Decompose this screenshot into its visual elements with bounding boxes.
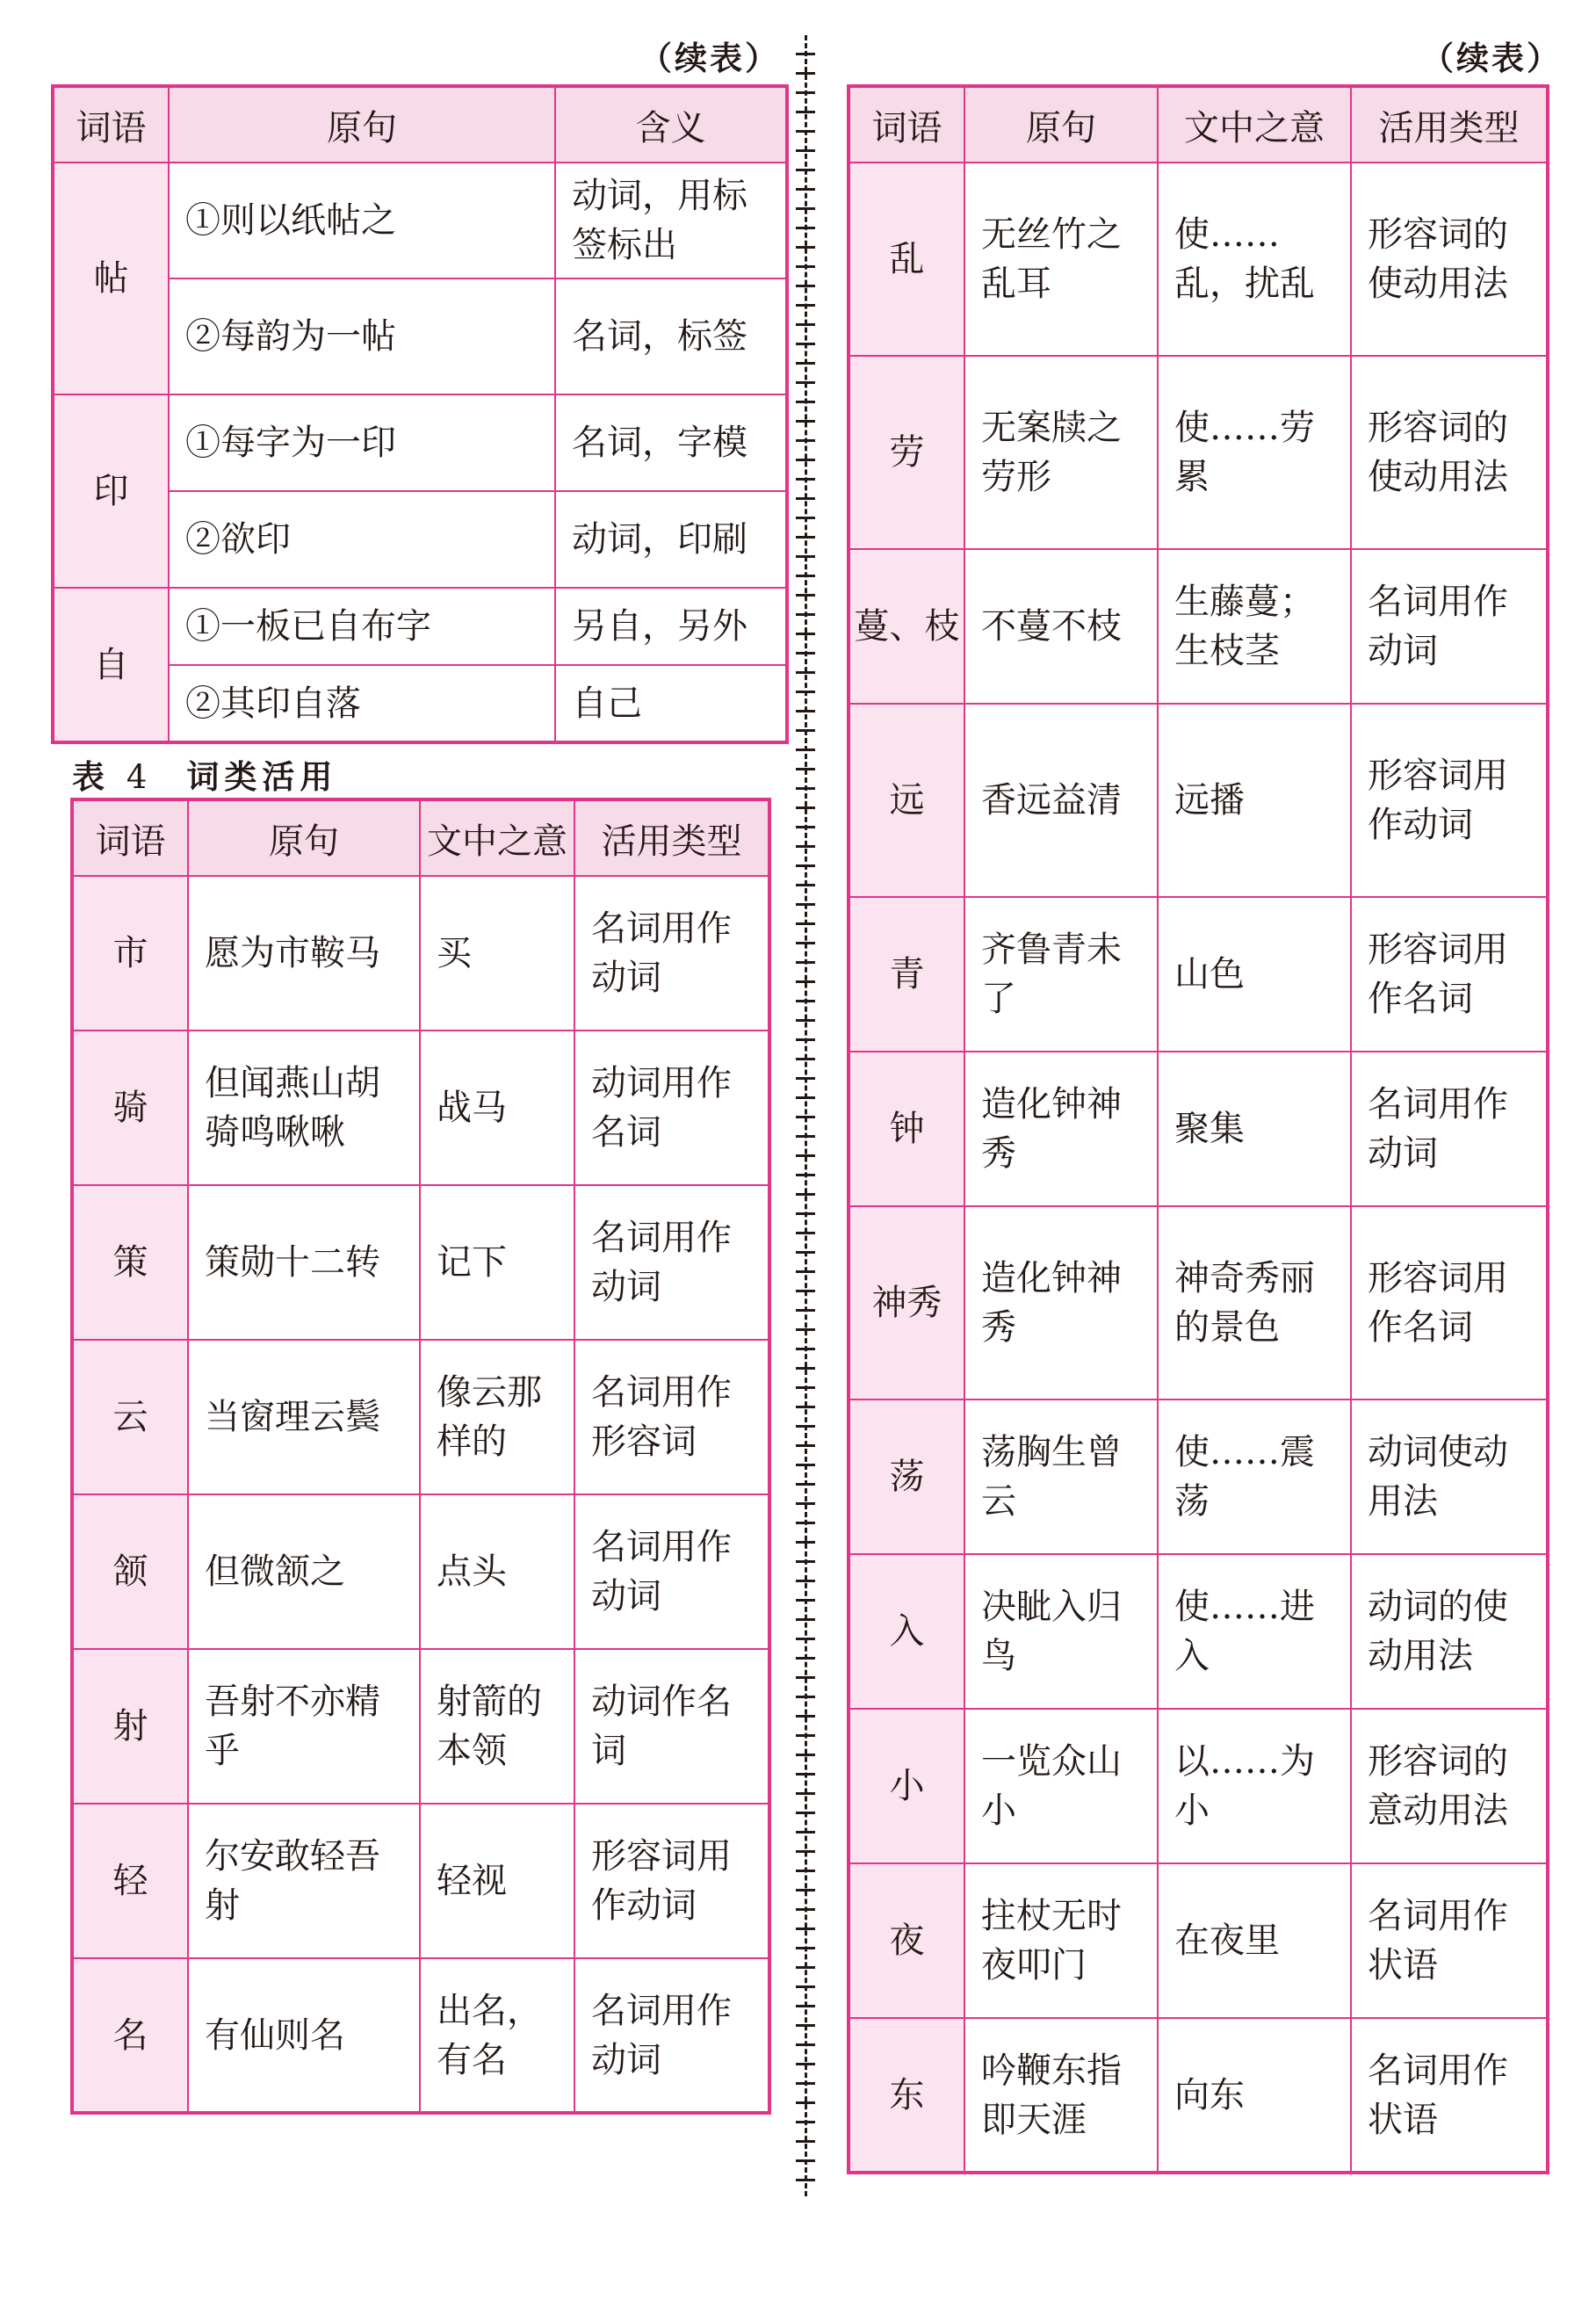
divider-tick: [796, 1580, 815, 1582]
divider-tick: [796, 1676, 815, 1679]
divider-tick: [796, 1386, 815, 1389]
divider-tick: [796, 1928, 815, 1930]
divider-tick: [796, 439, 815, 442]
divider-tick: [796, 1135, 815, 1138]
divider-tick: [796, 1696, 815, 1698]
divider-tick: [796, 2005, 815, 2007]
divider-tick: [796, 1270, 815, 1273]
divider-tick: [796, 91, 815, 94]
table-header-row: [849, 86, 1548, 163]
header-word: 词语: [53, 86, 169, 163]
divider-tick: [796, 1618, 815, 1621]
divider-tick: [796, 1560, 815, 1563]
divider-tick: [796, 1908, 815, 1911]
sentence-cell: 有仙则名: [188, 1958, 420, 2113]
divider-tick: [796, 246, 815, 249]
word-cell: 自: [53, 588, 169, 742]
meaning-cell: 像云那样的: [420, 1340, 574, 1494]
table-row: [849, 1863, 1548, 2018]
divider-tick: [796, 864, 815, 867]
divider-tick: [796, 575, 815, 577]
table-row: [849, 1052, 1548, 1206]
divider-tick: [796, 2063, 815, 2065]
divider-tick: [796, 149, 815, 152]
divider-tick: [796, 2082, 815, 2085]
sentence-cell: 但闻燕山胡骑鸣啾啾: [188, 1031, 420, 1185]
header-meaning: 文中之意: [1158, 86, 1351, 163]
divider-tick: [796, 1773, 815, 1776]
table-row: [53, 588, 787, 665]
type-cell: 动词的使动用法: [1351, 1554, 1548, 1709]
table-header-row: [72, 799, 769, 876]
divider-tick: [796, 1483, 815, 1486]
table-row: [72, 1185, 769, 1340]
meaning-cell: 另自，另外: [555, 588, 787, 665]
table-row: [849, 549, 1548, 704]
meaning-cell: 以……为小: [1158, 1709, 1351, 1863]
divider-tick: [796, 749, 815, 751]
divider-tick: [796, 980, 815, 983]
divider-tick: [796, 459, 815, 461]
divider-tick: [796, 2121, 815, 2123]
type-cell: 形容词用作名词: [1351, 1206, 1548, 1400]
divider-tick: [796, 633, 815, 635]
sentence-cell: 愿为市鞍马: [188, 876, 420, 1031]
word-cell: 骑: [72, 1031, 188, 1185]
word-class-table-continued: [847, 84, 1549, 2174]
word-cell: 夜: [849, 1863, 964, 2018]
header-word: 词语: [849, 86, 964, 163]
meaning-cell: 神奇秀丽的景色: [1158, 1206, 1351, 1400]
sentence-cell: ①则以纸帖之: [169, 163, 555, 278]
header-sentence: 原句: [964, 86, 1158, 163]
divider-tick: [796, 691, 815, 693]
divider-tick: [796, 343, 815, 345]
divider-tick: [796, 72, 815, 75]
divider-tick: [796, 2101, 815, 2104]
table-row: [53, 394, 787, 491]
sentence-cell: 一览众山小: [964, 1709, 1158, 1863]
word-cell: 乱: [849, 163, 964, 356]
meaning-cell: 名词，标签: [555, 278, 787, 394]
type-cell: 动词用作名词: [574, 1031, 769, 1185]
type-cell: 形容词用作名词: [1351, 897, 1548, 1052]
divider-tick: [796, 1174, 815, 1176]
meaning-cell: 在夜里: [1158, 1863, 1351, 2018]
divider-tick: [796, 1444, 815, 1447]
word-cell: 荡: [849, 1400, 964, 1554]
divider-tick: [796, 806, 815, 809]
divider-tick: [796, 1870, 815, 1872]
divider-tick: [796, 1850, 815, 1853]
divider-tick: [796, 1000, 815, 1002]
divider-tick: [796, 1657, 815, 1660]
meaning-cell: 名词，字模: [555, 394, 787, 491]
word-cell: 蔓、枝: [849, 549, 964, 704]
word-cell: 小: [849, 1709, 964, 1863]
table-row: [849, 1709, 1548, 1863]
divider-tick: [796, 53, 815, 55]
sentence-cell: ②欲印: [169, 491, 555, 588]
divider-tick: [796, 478, 815, 481]
word-cell: 钟: [849, 1052, 964, 1206]
divider-tick: [796, 2179, 815, 2181]
meaning-cell: 射箭的本领: [420, 1649, 574, 1804]
sentence-cell: 香远益清: [964, 704, 1158, 897]
divider-tick: [796, 497, 815, 500]
divider-tick: [796, 381, 815, 384]
word-cell: 颔: [72, 1494, 188, 1649]
type-cell: 名词用作动词: [574, 1494, 769, 1649]
divider-tick: [796, 1966, 815, 1969]
type-cell: 名词用作形容词: [574, 1340, 769, 1494]
divider-tick: [796, 1812, 815, 1814]
table-row: [849, 897, 1548, 1052]
divider-tick: [796, 613, 815, 616]
sentence-cell: ②其印自落: [169, 665, 555, 742]
meaning-cell: 自己: [555, 665, 787, 742]
divider-tick: [796, 1328, 815, 1331]
meaning-cell: 记下: [420, 1185, 574, 1340]
sentence-cell: ①一板已自布字: [169, 588, 555, 665]
table-header-row: [53, 86, 787, 163]
divider-tick: [796, 188, 815, 191]
table-row: [72, 1958, 769, 2113]
divider-tick: [796, 285, 815, 287]
table-row: [849, 1400, 1548, 1554]
sentence-cell: 荡胸生曾云: [964, 1400, 1158, 1554]
divider-tick: [796, 1290, 815, 1292]
meaning-cell: 使……劳累: [1158, 356, 1351, 549]
meaning-cell: 向东: [1158, 2018, 1351, 2173]
divider-tick: [796, 111, 815, 113]
table4-label: 表: [72, 758, 110, 796]
divider-tick: [796, 652, 815, 655]
type-cell: 形容词用作动词: [574, 1804, 769, 1958]
divider-tick: [796, 1348, 815, 1350]
table-row: [849, 2018, 1548, 2173]
divider-tick: [796, 2024, 815, 2027]
word-cell: 帖: [53, 163, 169, 394]
divider-tick: [796, 1792, 815, 1795]
word-cell: 市: [72, 876, 188, 1031]
divider-tick: [796, 1154, 815, 1157]
divider-tick: [796, 1638, 815, 1640]
meaning-cell: 出名，有名: [420, 1958, 574, 2113]
divider-tick: [796, 1309, 815, 1312]
sentence-cell: 造化钟神秀: [964, 1206, 1158, 1400]
word-cell: 射: [72, 1649, 188, 1804]
divider-tick: [796, 1522, 815, 1524]
sentence-cell: ②每韵为一帖: [169, 278, 555, 394]
divider-tick: [796, 2159, 815, 2162]
table4-title: 词类活用: [186, 758, 338, 796]
sentence-cell: 尔安敢轻吾射: [188, 1804, 420, 1958]
word-class-table: [70, 798, 771, 2115]
divider-tick: [796, 2043, 815, 2046]
header-meaning: 文中之意: [420, 799, 574, 876]
type-cell: 名词用作动词: [574, 876, 769, 1031]
sentence-cell: 吟鞭东指即天涯: [964, 2018, 1158, 2173]
divider-tick: [796, 401, 815, 403]
divider-tick: [796, 1541, 815, 1544]
word-cell: 青: [849, 897, 964, 1052]
divider-tick: [796, 1734, 815, 1737]
type-cell: 名词用作状语: [1351, 2018, 1548, 2173]
divider-tick: [796, 1077, 815, 1080]
divider-tick: [796, 1715, 815, 1718]
table-row: [72, 1494, 769, 1649]
word-cell: 入: [849, 1554, 964, 1709]
divider-tick: [796, 207, 815, 210]
divider-tick: [796, 1502, 815, 1505]
divider-tick: [796, 130, 815, 133]
type-cell: 动词作名词: [574, 1649, 769, 1804]
divider-tick: [796, 922, 815, 925]
divider-tick: [796, 420, 815, 423]
divider-tick: [796, 768, 815, 770]
divider-tick: [796, 1831, 815, 1833]
type-cell: 形容词的使动用法: [1351, 356, 1548, 549]
table-row: [72, 1804, 769, 1958]
divider-tick: [796, 826, 815, 828]
header-sentence: 原句: [169, 86, 555, 163]
meaning-cell: 生藤蔓；生枝茎: [1158, 549, 1351, 704]
word-cell: 神秀: [849, 1206, 964, 1400]
divider-tick: [796, 1116, 815, 1118]
divider-tick: [796, 169, 815, 171]
sentence-cell: 吾射不亦精乎: [188, 1649, 420, 1804]
divider-tick: [796, 671, 815, 674]
divider-tick: [796, 1232, 815, 1234]
table4-number: 4: [126, 758, 153, 796]
divider-tick: [796, 1193, 815, 1196]
divider-tick: [796, 1425, 815, 1428]
type-cell: 名词用作动词: [574, 1185, 769, 1340]
divider-tick: [796, 1058, 815, 1060]
divider-tick: [796, 265, 815, 268]
sentence-cell: 但微颔之: [188, 1494, 420, 1649]
type-cell: 名词用作状语: [1351, 1863, 1548, 2018]
divider-tick: [796, 594, 815, 597]
sentence-cell: 不蔓不枝: [964, 549, 1158, 704]
word-cell: 印: [53, 394, 169, 588]
divider-tick: [796, 2140, 815, 2143]
word-cell: 名: [72, 1958, 188, 2113]
divider-tick: [796, 1599, 815, 1602]
type-cell: 名词用作动词: [1351, 1052, 1548, 1206]
divider-tick: [796, 1367, 815, 1370]
sentence-cell: 齐鲁青未了: [964, 897, 1158, 1052]
meaning-cell: 轻视: [420, 1804, 574, 1958]
word-cell: 策: [72, 1185, 188, 1340]
divider-tick: [796, 1754, 815, 1756]
meaning-cell: 聚集: [1158, 1052, 1351, 1206]
divider-tick: [796, 1985, 815, 1988]
word-cell: 远: [849, 704, 964, 897]
meaning-cell: 使……乱，扰乱: [1158, 163, 1351, 356]
sentence-cell: 拄杖无时夜叩门: [964, 1863, 1158, 2018]
divider-tick: [796, 1464, 815, 1466]
meaning-table: [51, 84, 789, 744]
sentence-cell: 当窗理云鬓: [188, 1340, 420, 1494]
sentence-cell: 策勋十二转: [188, 1185, 420, 1340]
type-cell: 名词用作动词: [1351, 549, 1548, 704]
type-cell: 形容词用作动词: [1351, 704, 1548, 897]
divider-tick: [796, 845, 815, 848]
type-cell: 动词使动用法: [1351, 1400, 1548, 1554]
table-row: [72, 1031, 769, 1185]
divider-tick: [796, 1212, 815, 1215]
meaning-cell: 动词，用标签标出: [555, 163, 787, 278]
divider-tick: [796, 1947, 815, 1949]
meaning-cell: 使……震荡: [1158, 1400, 1351, 1554]
type-cell: 名词用作动词: [574, 1958, 769, 2113]
divider-tick: [796, 1251, 815, 1254]
divider-tick: [796, 555, 815, 558]
table-row: [72, 876, 769, 1031]
divider-tick: [796, 362, 815, 365]
divider-tick: [796, 1096, 815, 1099]
divider-tick: [796, 1889, 815, 1891]
header-word: 词语: [72, 799, 188, 876]
sentence-cell: 无丝竹之乱耳: [964, 163, 1158, 356]
type-cell: 形容词的使动用法: [1351, 163, 1548, 356]
table-row: [53, 163, 787, 278]
divider-tick: [796, 884, 815, 886]
divider-tick: [796, 304, 815, 307]
word-cell: 轻: [72, 1804, 188, 1958]
meaning-cell: 使……进入: [1158, 1554, 1351, 1709]
header-type: 活用类型: [1351, 86, 1548, 163]
divider-tick: [796, 942, 815, 944]
divider-tick: [796, 1406, 815, 1408]
divider-tick: [796, 517, 815, 519]
table-row: [849, 163, 1548, 356]
table-row: [849, 356, 1548, 549]
continued-label-right: （续表）: [1421, 40, 1562, 77]
divider-tick: [796, 227, 815, 229]
divider-tick: [796, 787, 815, 790]
meaning-cell: 远播: [1158, 704, 1351, 897]
divider-tick: [796, 903, 815, 906]
word-cell: 云: [72, 1340, 188, 1494]
word-cell: 劳: [849, 356, 964, 549]
divider-tick: [796, 961, 815, 964]
word-cell: 东: [849, 2018, 964, 2173]
divider-tick: [796, 729, 815, 732]
table-row: [849, 704, 1548, 897]
meaning-cell: 动词，印刷: [555, 491, 787, 588]
table-row: [849, 1206, 1548, 1400]
meaning-cell: 山色: [1158, 897, 1351, 1052]
table-row: [72, 1649, 769, 1804]
divider-tick: [796, 536, 815, 539]
divider-tick: [796, 323, 815, 326]
header-type: 活用类型: [574, 799, 769, 876]
sentence-cell: ①每字为一印: [169, 394, 555, 491]
continued-label-left: （续表）: [639, 40, 780, 77]
header-sentence: 原句: [188, 799, 420, 876]
sentence-cell: 决眦入归鸟: [964, 1554, 1158, 1709]
divider-tick: [796, 710, 815, 712]
table-row: [849, 1554, 1548, 1709]
meaning-cell: 点头: [420, 1494, 574, 1649]
type-cell: 形容词的意动用法: [1351, 1709, 1548, 1863]
divider-tick: [796, 1038, 815, 1041]
sentence-cell: 无案牍之劳形: [964, 356, 1158, 549]
meaning-cell: 买: [420, 876, 574, 1031]
table4-caption: [72, 750, 337, 798]
meaning-cell: 战马: [420, 1031, 574, 1185]
divider-tick: [796, 1019, 815, 1022]
header-meaning: 含义: [555, 86, 787, 163]
sentence-cell: 造化钟神秀: [964, 1052, 1158, 1206]
table-row: [72, 1340, 769, 1494]
